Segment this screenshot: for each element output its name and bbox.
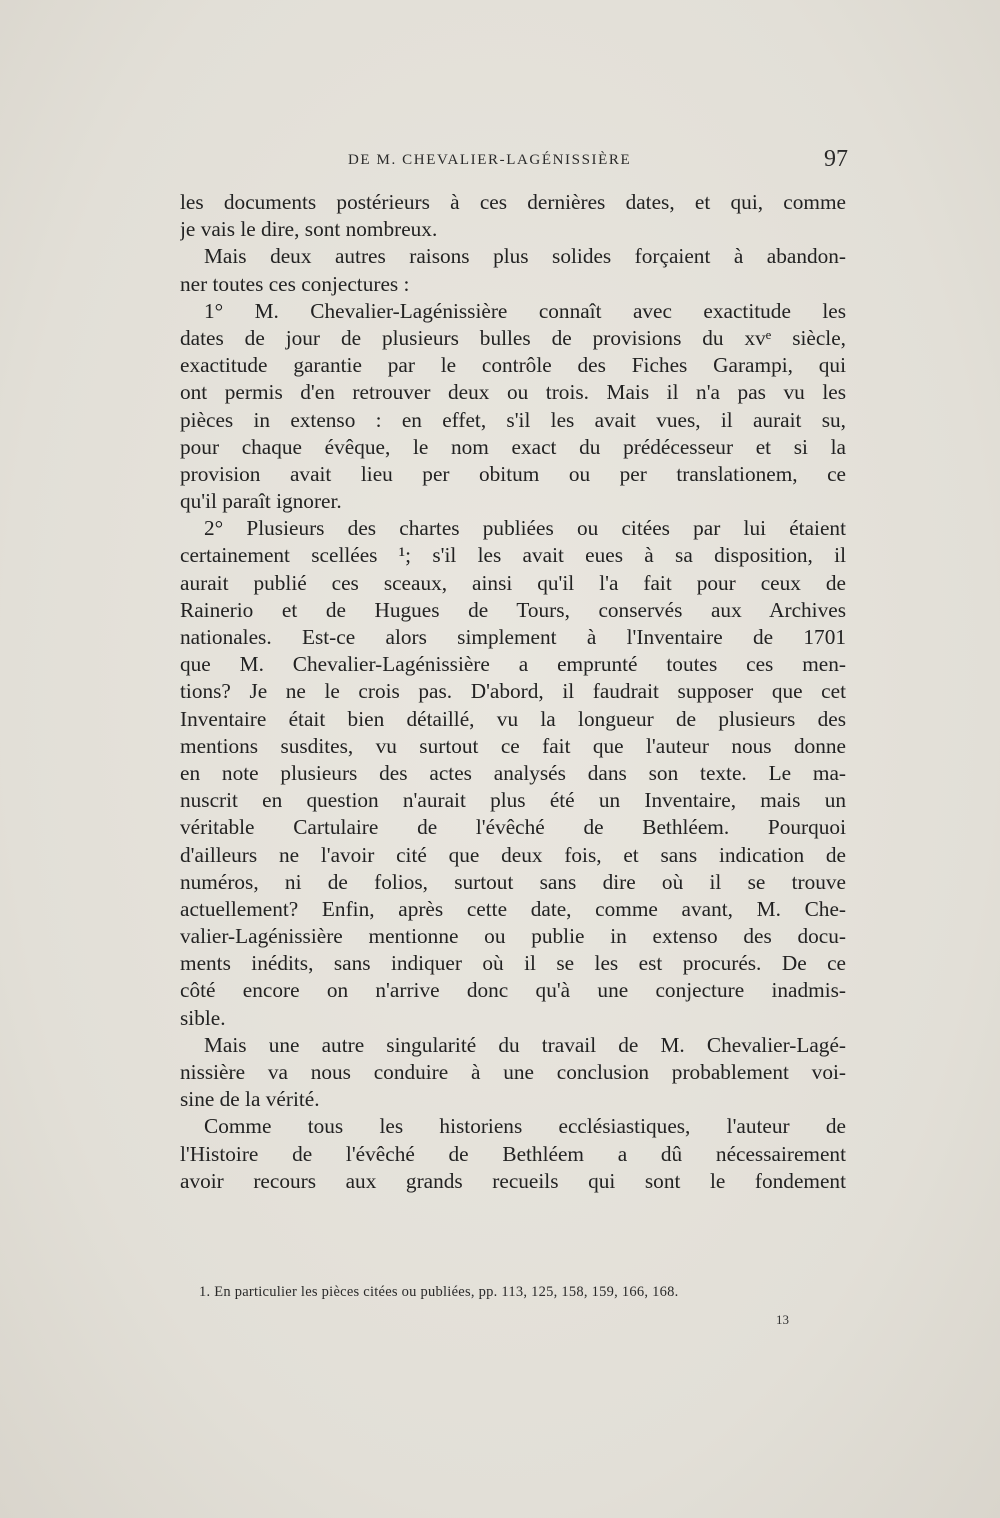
- text-line: tions? Je ne le crois pas. D'abord, il faudrait supposer que cet: [180, 679, 846, 704]
- text-line: que M. Chevalier-Lagénissière a emprunté toutes ces men-: [180, 652, 846, 677]
- text-line: je vais le dire, sont nombreux.: [180, 217, 438, 242]
- text-line: actuellement? Enfin, après cette date, comme avant, M. Che-: [180, 896, 846, 921]
- text-line: 1° M. Chevalier-Lagénissière connaît avec exactitude les: [204, 298, 846, 323]
- text-line: ont permis d'en retrouver deux ou trois. Mais il n'a pas vu les: [180, 380, 846, 405]
- text-line: pour chaque évêque, le nom exact du prédécesseur et si la: [180, 434, 846, 459]
- text-line: véritable Cartulaire de l'évêché de Bethléem. Pourquoi: [180, 815, 846, 840]
- text-line: les documents postérieurs à ces dernières dates, et qui, comme: [180, 190, 846, 214]
- text-line: nationales. Est-ce alors simplement à l'Inventaire de 1701: [180, 625, 846, 649]
- text-line: nissière va nous conduire à une conclusion probablement voi-: [180, 1060, 846, 1084]
- text-line: exactitude garantie par le contrôle des Fiches Garampi, qui: [180, 353, 846, 378]
- text-line: qu'il paraît ignorer.: [180, 489, 342, 514]
- text-line: avoir recours aux grands recueils qui sont le fondement: [180, 1168, 846, 1193]
- text-line: d'ailleurs ne l'avoir cité que deux fois, et sans indication de: [180, 842, 846, 867]
- text-line: nuscrit en question n'aurait plus été un Inventaire, mais un: [180, 788, 846, 813]
- text-line: Mais une autre singularité du travail de M. Chevalier-Lagé-: [204, 1032, 846, 1057]
- signature-mark: 13: [776, 1312, 789, 1327]
- body-text: [180, 189, 846, 1195]
- text-line: mentions susdites, vu surtout ce fait que l'auteur nous donne: [180, 733, 846, 758]
- text-line: provision avait lieu per obitum ou per translationem, ce: [180, 461, 846, 486]
- text-line: valier-Lagénissière mentionne ou publie in extenso des docu-: [180, 924, 846, 949]
- text-line: Inventaire était bien détaillé, vu la longueur de plusieurs des: [180, 706, 846, 731]
- running-head: [180, 148, 848, 178]
- text-line: ments inédits, sans indiquer où il se les est procurés. De ce: [180, 951, 846, 976]
- text-line: en note plusieurs des actes analysés dans son texte. Le ma-: [180, 760, 846, 785]
- text-line: l'Histoire de l'évêché de Bethléem a dû nécessairement: [180, 1141, 846, 1166]
- text-line: numéros, ni de folios, surtout sans dire où il se trouve: [180, 869, 846, 894]
- text-line: Comme tous les historiens ecclésiastiques, l'auteur de: [204, 1114, 846, 1139]
- text-line: côté encore on n'arrive donc qu'à une conjecture inadmis-: [180, 978, 846, 1003]
- text-line: sible.: [180, 1005, 226, 1030]
- text-line: Rainerio et de Hugues de Tours, conservés aux Archives: [180, 597, 846, 622]
- text-line: pièces in extenso : en effet, s'il les avait vues, il aurait su,: [180, 407, 846, 432]
- page-number: 97: [824, 146, 848, 172]
- text-line: ner toutes ces conjectures :: [180, 271, 410, 296]
- footnote: 1. En particulier les pièces citées ou publiées, pp. 113, 125, 158, 159, 166, 168.: [199, 1284, 679, 1300]
- text-line: dates de jour de plusieurs bulles de provisions du xvᵉ siècle,: [180, 325, 846, 350]
- text-line: 2° Plusieurs des chartes publiées ou citées par lui étaient: [204, 516, 846, 541]
- text-line: aurait publié ces sceaux, ainsi qu'il l'a fait pour ceux de: [180, 570, 846, 595]
- text-line: sine de la vérité.: [180, 1087, 320, 1112]
- text-line: certainement scellées ¹; s'il les avait eues à sa disposition, il: [180, 543, 846, 568]
- text-line: Mais deux autres raisons plus solides forçaient à abandon-: [204, 244, 846, 269]
- running-title: DE M. CHEVALIER-LAGÉNISSIÈRE: [348, 152, 632, 168]
